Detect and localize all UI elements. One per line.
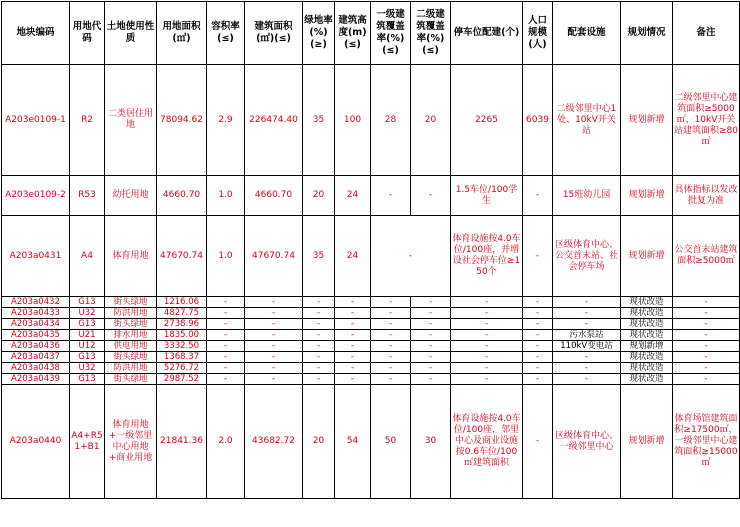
header-cell: 一级建筑覆盖率(%)(≤) [371, 2, 411, 65]
cell-use-code: A4 [70, 216, 105, 297]
cell-facilities: 污水泵站 [553, 330, 621, 341]
cell-code: A203e0109-1 [2, 65, 70, 176]
cell-far: 2.0 [207, 385, 245, 499]
cell-facilities: - [553, 374, 621, 385]
cell-status: 现状改造 [621, 363, 673, 374]
cell-pop: - [523, 216, 553, 297]
cell-gfa: - [245, 374, 303, 385]
table-row [2, 65, 740, 176]
cell-far: - [207, 297, 245, 308]
cell-green: 20 [303, 176, 335, 216]
cell-height: - [335, 363, 371, 374]
table-row [2, 319, 740, 330]
cell-note: - [673, 308, 740, 319]
cell-cov1: - [371, 176, 411, 216]
cell-note: - [673, 363, 740, 374]
cell-green: 20 [303, 385, 335, 499]
cell-status: 现状改造 [621, 297, 673, 308]
cell-code: A203a0435 [2, 330, 70, 341]
cell-facilities: - [553, 308, 621, 319]
cell-code: A203a0439 [2, 374, 70, 385]
cell-status: 规划新增 [621, 176, 673, 216]
cell-use: 体育用地 [105, 216, 157, 297]
cell-use-code: U21 [70, 330, 105, 341]
cell-status: 规划新增 [621, 216, 673, 297]
cell-facilities: 110kV变电站 [553, 341, 621, 352]
table-row [2, 216, 740, 297]
cell-cov2: - [411, 297, 451, 308]
cell-note: 二级邻里中心建筑面积≥5000㎡，10kV开关站建筑面积≥80㎡ [673, 65, 740, 176]
cell-cov2: - [411, 308, 451, 319]
cell-pop: 6039 [523, 65, 553, 176]
cell-cov2: - [411, 341, 451, 352]
cell-note: 具体指标以发改批复为准 [673, 176, 740, 216]
cell-gfa: - [245, 330, 303, 341]
table-header-row [2, 2, 740, 65]
cell-parking: - [451, 374, 523, 385]
cell-green: - [303, 363, 335, 374]
cell-height: - [335, 297, 371, 308]
cell-area: 1368.37 [157, 352, 207, 363]
cell-facilities: - [553, 297, 621, 308]
cell-cov1: - [371, 319, 411, 330]
cell-area: 5276.72 [157, 363, 207, 374]
header-cell: 备注 [673, 2, 740, 65]
cell-use-code: G13 [70, 319, 105, 330]
cell-gfa: - [245, 341, 303, 352]
cell-facilities: - [553, 319, 621, 330]
cell-parking: - [451, 341, 523, 352]
cell-area: 1216.06 [157, 297, 207, 308]
cell-height: 24 [335, 216, 371, 297]
cell-use-code: U32 [70, 363, 105, 374]
cell-cov1: - [371, 352, 411, 363]
table-row [2, 341, 740, 352]
cell-status: 现状改造 [621, 330, 673, 341]
cell-use-code: G13 [70, 352, 105, 363]
cell-status: 现状改造 [621, 374, 673, 385]
cell-code: A203a0438 [2, 363, 70, 374]
cell-use-code: R53 [70, 176, 105, 216]
cell-status: 规划新增 [621, 341, 673, 352]
cell-height: 24 [335, 176, 371, 216]
cell-use-code: A4+R51+B1 [70, 385, 105, 499]
header-cell: 配套设施 [553, 2, 621, 65]
cell-facilities: 15班幼儿园 [553, 176, 621, 216]
cell-far: - [207, 363, 245, 374]
cell-use-code: G13 [70, 374, 105, 385]
cell-height: - [335, 352, 371, 363]
cell-pop: - [523, 374, 553, 385]
cell-cov2: 20 [411, 65, 451, 176]
cell-pop: - [523, 297, 553, 308]
cell-facilities: - [553, 352, 621, 363]
cell-green: - [303, 352, 335, 363]
table-row [2, 330, 740, 341]
cell-use-code: U12 [70, 341, 105, 352]
header-cell: 用地面积(㎡) [157, 2, 207, 65]
cell-area: 21841.36 [157, 385, 207, 499]
cell-status: 规划新增 [621, 65, 673, 176]
cell-note: - [673, 319, 740, 330]
cell-height: - [335, 341, 371, 352]
cell-use: 防洪用地 [105, 363, 157, 374]
cell-pop: - [523, 330, 553, 341]
cell-pop: - [523, 176, 553, 216]
cell-cov2: 30 [411, 385, 451, 499]
cell-far: - [207, 330, 245, 341]
cell-parking: - [451, 297, 523, 308]
cell-green: 35 [303, 216, 335, 297]
cell-gfa: 43682.72 [245, 385, 303, 499]
cell-cov1: - [371, 374, 411, 385]
cell-green: - [303, 308, 335, 319]
cell-parking: - [451, 308, 523, 319]
cell-code: A203a0432 [2, 297, 70, 308]
cell-pop: - [523, 363, 553, 374]
cell-use: 防洪用地 [105, 308, 157, 319]
cell-cov1: 50 [371, 385, 411, 499]
cell-area: 78094.62 [157, 65, 207, 176]
cell-pop: - [523, 385, 553, 499]
header-cell: 停车位配建(个) [451, 2, 523, 65]
header-cell: 二级建筑覆盖率(%)(≤) [411, 2, 451, 65]
cell-height: - [335, 319, 371, 330]
cell-pop: - [523, 319, 553, 330]
cell-cov2: - [411, 363, 451, 374]
header-cell: 容积率(≤) [207, 2, 245, 65]
cell-parking: - [451, 352, 523, 363]
cell-cov1: - [371, 330, 411, 341]
cell-area: 47670.74 [157, 216, 207, 297]
header-cell: 建筑高度(m)(≤) [335, 2, 371, 65]
header-cell: 绿地率(%)(≥) [303, 2, 335, 65]
cell-green: - [303, 319, 335, 330]
cell-cov2: - [411, 352, 451, 363]
cell-far: 1.0 [207, 216, 245, 297]
cell-gfa: - [245, 297, 303, 308]
land-parcel-table [1, 1, 740, 499]
cell-status: 规划新增 [621, 385, 673, 499]
cell-note: 公交首末站建筑面积≥5000㎡ [673, 216, 740, 297]
cell-note: - [673, 374, 740, 385]
cell-gfa: 226474.40 [245, 65, 303, 176]
cell-pop: - [523, 341, 553, 352]
cell-height: - [335, 330, 371, 341]
cell-parking: - [451, 363, 523, 374]
cell-far: - [207, 341, 245, 352]
cell-coverage-merged: - [371, 216, 451, 297]
cell-use: 体育用地+一级邻里中心用地+商业用地 [105, 385, 157, 499]
table-row [2, 308, 740, 319]
table-row [2, 352, 740, 363]
cell-gfa: - [245, 319, 303, 330]
cell-pop: - [523, 308, 553, 319]
cell-far: 2.9 [207, 65, 245, 176]
cell-use-code: R2 [70, 65, 105, 176]
cell-parking: 体育设施按4.0车位/100座，邻里中心及商业设施按0.6车位/100㎡建筑面积 [451, 385, 523, 499]
header-cell: 建筑面积(㎡)(≤) [245, 2, 303, 65]
cell-cov2: - [411, 319, 451, 330]
cell-code: A203a0436 [2, 341, 70, 352]
cell-cov2: - [411, 176, 451, 216]
cell-status: 现状改造 [621, 352, 673, 363]
cell-green: - [303, 297, 335, 308]
cell-note: - [673, 341, 740, 352]
cell-code: A203e0109-2 [2, 176, 70, 216]
header-cell: 土地使用性质 [105, 2, 157, 65]
cell-code: A203a0437 [2, 352, 70, 363]
cell-green: - [303, 330, 335, 341]
cell-gfa: - [245, 308, 303, 319]
cell-gfa: - [245, 363, 303, 374]
cell-use: 供电用地 [105, 341, 157, 352]
cell-gfa: 47670.74 [245, 216, 303, 297]
cell-height: - [335, 374, 371, 385]
cell-pop: - [523, 352, 553, 363]
cell-parking: 1.5车位/100学生 [451, 176, 523, 216]
cell-far: - [207, 374, 245, 385]
cell-parking: - [451, 319, 523, 330]
header-cell: 地块编码 [2, 2, 70, 65]
cell-use-code: G13 [70, 297, 105, 308]
cell-use: 排水用地 [105, 330, 157, 341]
cell-height: - [335, 308, 371, 319]
cell-use: 幼托用地 [105, 176, 157, 216]
cell-green: - [303, 374, 335, 385]
cell-far: - [207, 352, 245, 363]
cell-cov2: - [411, 330, 451, 341]
cell-note: 体育场馆建筑面积≥17500㎡，一级邻里中心建筑面积≥15000㎡ [673, 385, 740, 499]
cell-green: 35 [303, 65, 335, 176]
cell-note: - [673, 297, 740, 308]
cell-note: - [673, 330, 740, 341]
cell-far: - [207, 319, 245, 330]
cell-code: A203a0433 [2, 308, 70, 319]
cell-facilities: - [553, 363, 621, 374]
table-row [2, 385, 740, 499]
header-cell: 人口规模(人) [523, 2, 553, 65]
cell-status: 现状改造 [621, 319, 673, 330]
cell-code: A203a0431 [2, 216, 70, 297]
cell-cov1: - [371, 363, 411, 374]
cell-far: - [207, 308, 245, 319]
cell-height: 54 [335, 385, 371, 499]
cell-facilities: 区级体育中心、公交首末站、社会停车场 [553, 216, 621, 297]
cell-cov2: - [411, 374, 451, 385]
cell-use: 街头绿地 [105, 297, 157, 308]
cell-area: 2987.52 [157, 374, 207, 385]
cell-parking: - [451, 330, 523, 341]
cell-facilities: 二级邻里中心1处、10kV开关站 [553, 65, 621, 176]
cell-parking: 2265 [451, 65, 523, 176]
cell-gfa: 4660.70 [245, 176, 303, 216]
cell-use: 二类居住用地 [105, 65, 157, 176]
cell-far: 1.0 [207, 176, 245, 216]
cell-area: 2738.96 [157, 319, 207, 330]
cell-green: - [303, 341, 335, 352]
header-cell: 规划情况 [621, 2, 673, 65]
table-row [2, 363, 740, 374]
cell-area: 4827.75 [157, 308, 207, 319]
cell-height: 100 [335, 65, 371, 176]
cell-use-code: U32 [70, 308, 105, 319]
table-row [2, 176, 740, 216]
cell-use: 街头绿地 [105, 352, 157, 363]
cell-code: A203a0440 [2, 385, 70, 499]
header-cell: 用地代码 [70, 2, 105, 65]
cell-area: 1835.00 [157, 330, 207, 341]
cell-parking: 体育设施按4.0车位/100座，并增设社会停车位≥150个 [451, 216, 523, 297]
cell-cov1: 28 [371, 65, 411, 176]
cell-code: A203a0434 [2, 319, 70, 330]
table-row [2, 374, 740, 385]
cell-cov1: - [371, 297, 411, 308]
table-row [2, 297, 740, 308]
cell-gfa: - [245, 352, 303, 363]
cell-cov1: - [371, 341, 411, 352]
cell-use: 街头绿地 [105, 374, 157, 385]
cell-use: 街头绿地 [105, 319, 157, 330]
cell-area: 4660.70 [157, 176, 207, 216]
cell-note: - [673, 352, 740, 363]
cell-status: 现状改造 [621, 308, 673, 319]
cell-area: 3332.50 [157, 341, 207, 352]
cell-cov1: - [371, 308, 411, 319]
cell-facilities: 区级体育中心、一级邻里中心 [553, 385, 621, 499]
